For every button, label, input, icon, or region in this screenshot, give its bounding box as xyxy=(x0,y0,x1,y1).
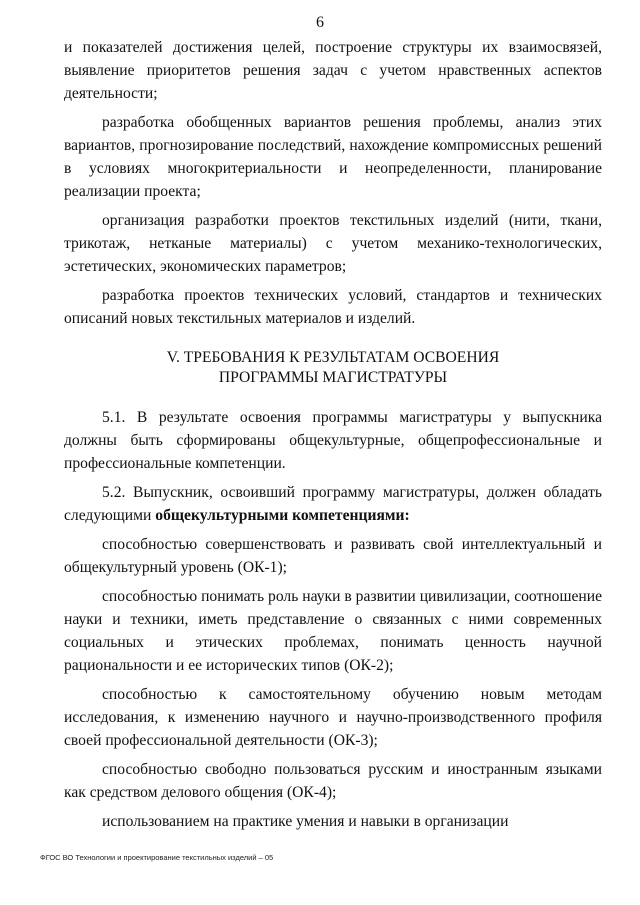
page-footer: ФГОС ВО Технологии и проектирование текстильных изделий – 05 xyxy=(40,853,274,862)
section-heading-line-1: V. ТРЕБОВАНИЯ К РЕЗУЛЬТАТАМ ОСВОЕНИЯ xyxy=(166,349,500,366)
competence-ok-4: способностью свободно пользоваться русским и иностранным языками как средством делового общения (ОК-4); xyxy=(64,761,602,801)
competence-ok-2: способностью понимать роль науки в развитии цивилизации, соотношение науки и техники, иметь представление о связанных с ними современных социальных и этических проблемах, понимать ценность научной рациональности и ее исторических типов (ОК-2); xyxy=(64,588,602,674)
page-number: 6 xyxy=(316,14,324,31)
paragraph-goals-continuation: и показателей достижения целей, построение структуры их взаимосвязей, выявление приоритетов решения задач с учетом нравственных аспектов деятельности; xyxy=(64,39,602,102)
paragraph-technical-specifications: разработка проектов технических условий, стандартов и технических описаний новых текстильных материалов и изделий. xyxy=(64,287,602,327)
paragraph-5-1: 5.1. В результате освоения программы магистратуры у выпускника должны быть сформированы общекультурные, общепрофессиональные и профессиональные компетенции. xyxy=(64,409,602,472)
paragraph-5-2-text: 5.2. Выпускник, освоивший программу магистратуры, должен обладать следующими xyxy=(64,484,602,524)
competence-ok-3: способностью к самостоятельному обучению новым методам исследования, к изменению научного и научно-производственного профиля своей профессиональной деятельности (ОК-3); xyxy=(64,686,602,749)
paragraph-solution-variants: разработка обобщенных вариантов решения проблемы, анализ этих вариантов, прогнозирование последствий, нахождение компромиссных решений в условиях многокритериальности и неопределенности, планирование реализации проекта; xyxy=(64,114,602,200)
paragraph-project-organization: организация разработки проектов текстильных изделий (нити, ткани, трикотаж, нетканые материалы) с учетом механико-технологических, эстетических, экономических параметров; xyxy=(64,212,602,275)
section-heading-line-2: ПРОГРАММЫ МАГИСТРАТУРЫ xyxy=(218,369,448,386)
paragraph-5-2-bold-term: общекультурными компетенциями: xyxy=(155,507,410,524)
section-heading xyxy=(64,348,602,388)
paragraph-5-2 xyxy=(64,481,602,527)
competence-ok-5-start: использованием на практике умения и навыки в организации xyxy=(102,813,509,830)
competence-ok-1: способностью совершенствовать и развивать свой интеллектуальный и общекультурный уровень (ОК-1); xyxy=(64,536,602,576)
document-body xyxy=(64,36,602,839)
